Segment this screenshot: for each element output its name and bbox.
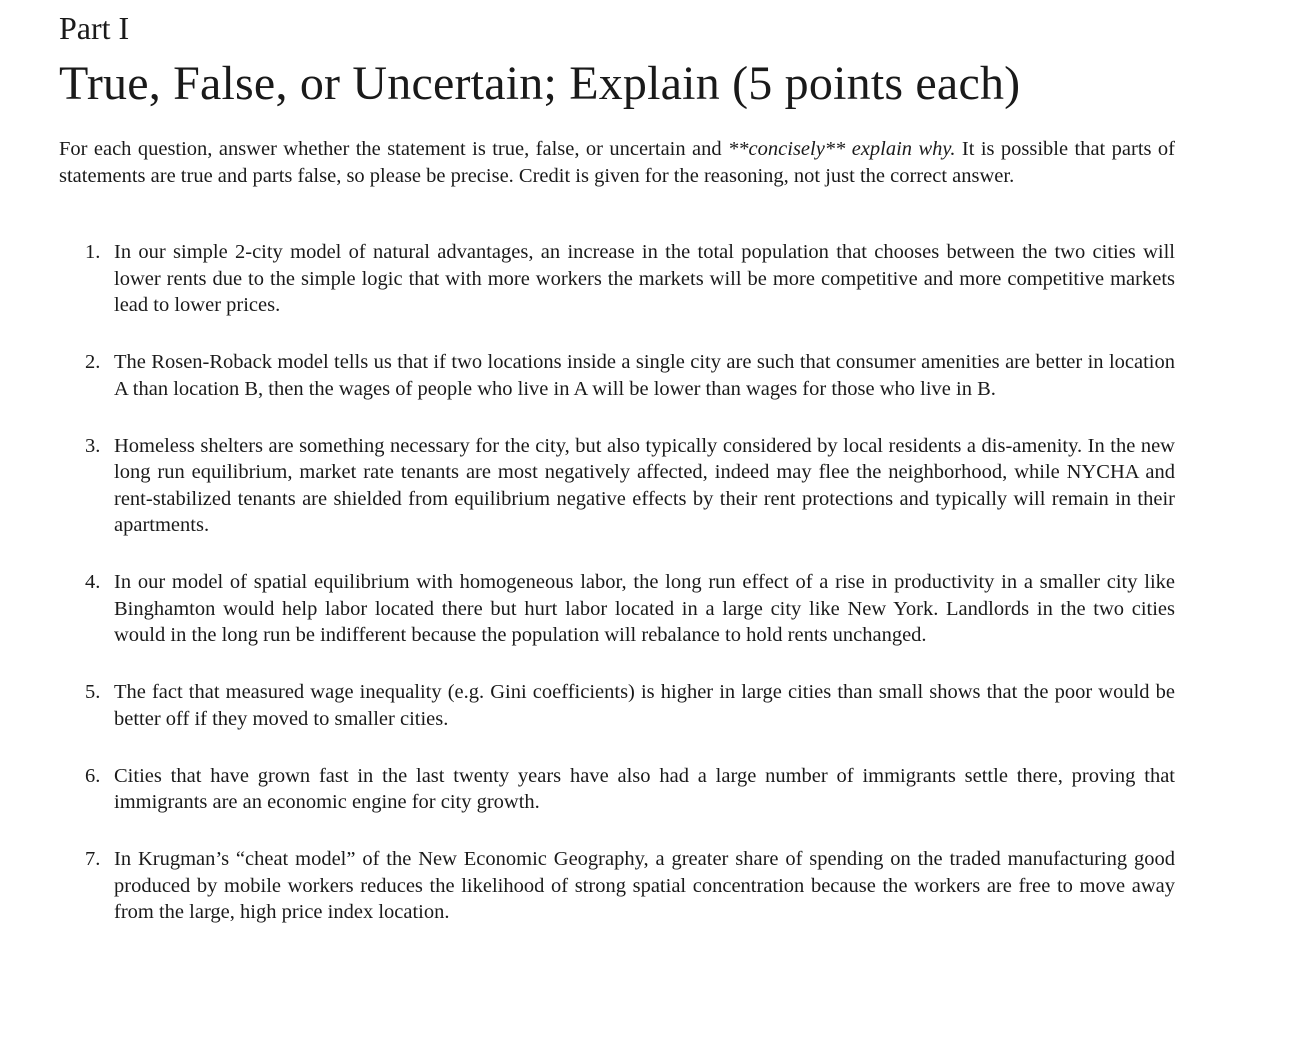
question-item [59, 846, 1175, 926]
question-item [59, 569, 1175, 649]
question-item [59, 763, 1175, 816]
question-text: The fact that measured wage inequality (e.g. Gini coefficients) is higher in large cities than small shows that the poor would be better off if they moved to smaller cities. [114, 681, 1175, 730]
question-item [59, 239, 1175, 319]
question-text: Homeless shelters are something necessary for the city, but also typically considered by local residents a dis-amenity. In the new long run equilibrium, market rate tenants are most negatively affected, indeed may flee the neighborhood, while NYCHA and rent-stabilized tenants are shielded from equilibrium negative effects by their rent protections and typically will remain in their apartments. [114, 434, 1175, 536]
question-number: 7. [85, 848, 101, 870]
question-number: 1. [85, 241, 101, 263]
question-item [59, 433, 1175, 539]
question-text: In our model of spatial equilibrium with homogeneous labor, the long run effect of a rise in productivity in a smaller city like Binghamton would help labor located there but hurt labor located in a large city like New York. Landlords in the two cities would in the long run be indifferent because the population will rebalance to hold rents unchanged. [114, 571, 1175, 646]
instructions-paragraph [59, 136, 1175, 189]
question-number: 5. [85, 681, 101, 703]
question-text: The Rosen-Roback model tells us that if two locations inside a single city are such that consumer amenities are better in location A than location B, then the wages of people who live in A will be lower than wages for those who live in B. [114, 351, 1175, 400]
instructions-emphasis: **concisely** explain why. [728, 138, 956, 160]
question-number: 6. [85, 764, 101, 787]
question-number: 4. [85, 571, 101, 593]
question-list [59, 239, 1175, 926]
document-page [59, 8, 1175, 956]
question-item [59, 679, 1175, 732]
instructions-text-end: It is possible that parts of statements are true and parts false, so please be precise. Credit is given for the reasoning, not just the correct answer. [59, 138, 1175, 187]
part-heading: Part I [59, 10, 130, 46]
instructions-text-start: For each question, answer whether the statement is true, false, or uncertain and [59, 138, 729, 160]
question-text: Cities that have grown fast in the last twenty years have also had a large number of immigrants settle there, proving that immigrants are an economic engine for city growth. [114, 764, 1175, 813]
section-title: True, False, or Uncertain; Explain (5 points each) [59, 57, 1021, 110]
question-text: In Krugman’s “cheat model” of the New Economic Geography, a greater share of spending on the traded manufacturing good produced by mobile workers reduces the likelihood of strong spatial concentration because the workers are free to move away from the large, high price index location. [114, 848, 1175, 923]
question-text: In our simple 2-city model of natural advantages, an increase in the total population that chooses between the two cities will lower rents due to the simple logic that with more workers the markets will be more competitive and more competitive markets lead to lower prices. [114, 241, 1175, 316]
question-number: 2. [85, 351, 101, 373]
question-item [59, 349, 1175, 402]
question-number: 3. [85, 434, 101, 457]
